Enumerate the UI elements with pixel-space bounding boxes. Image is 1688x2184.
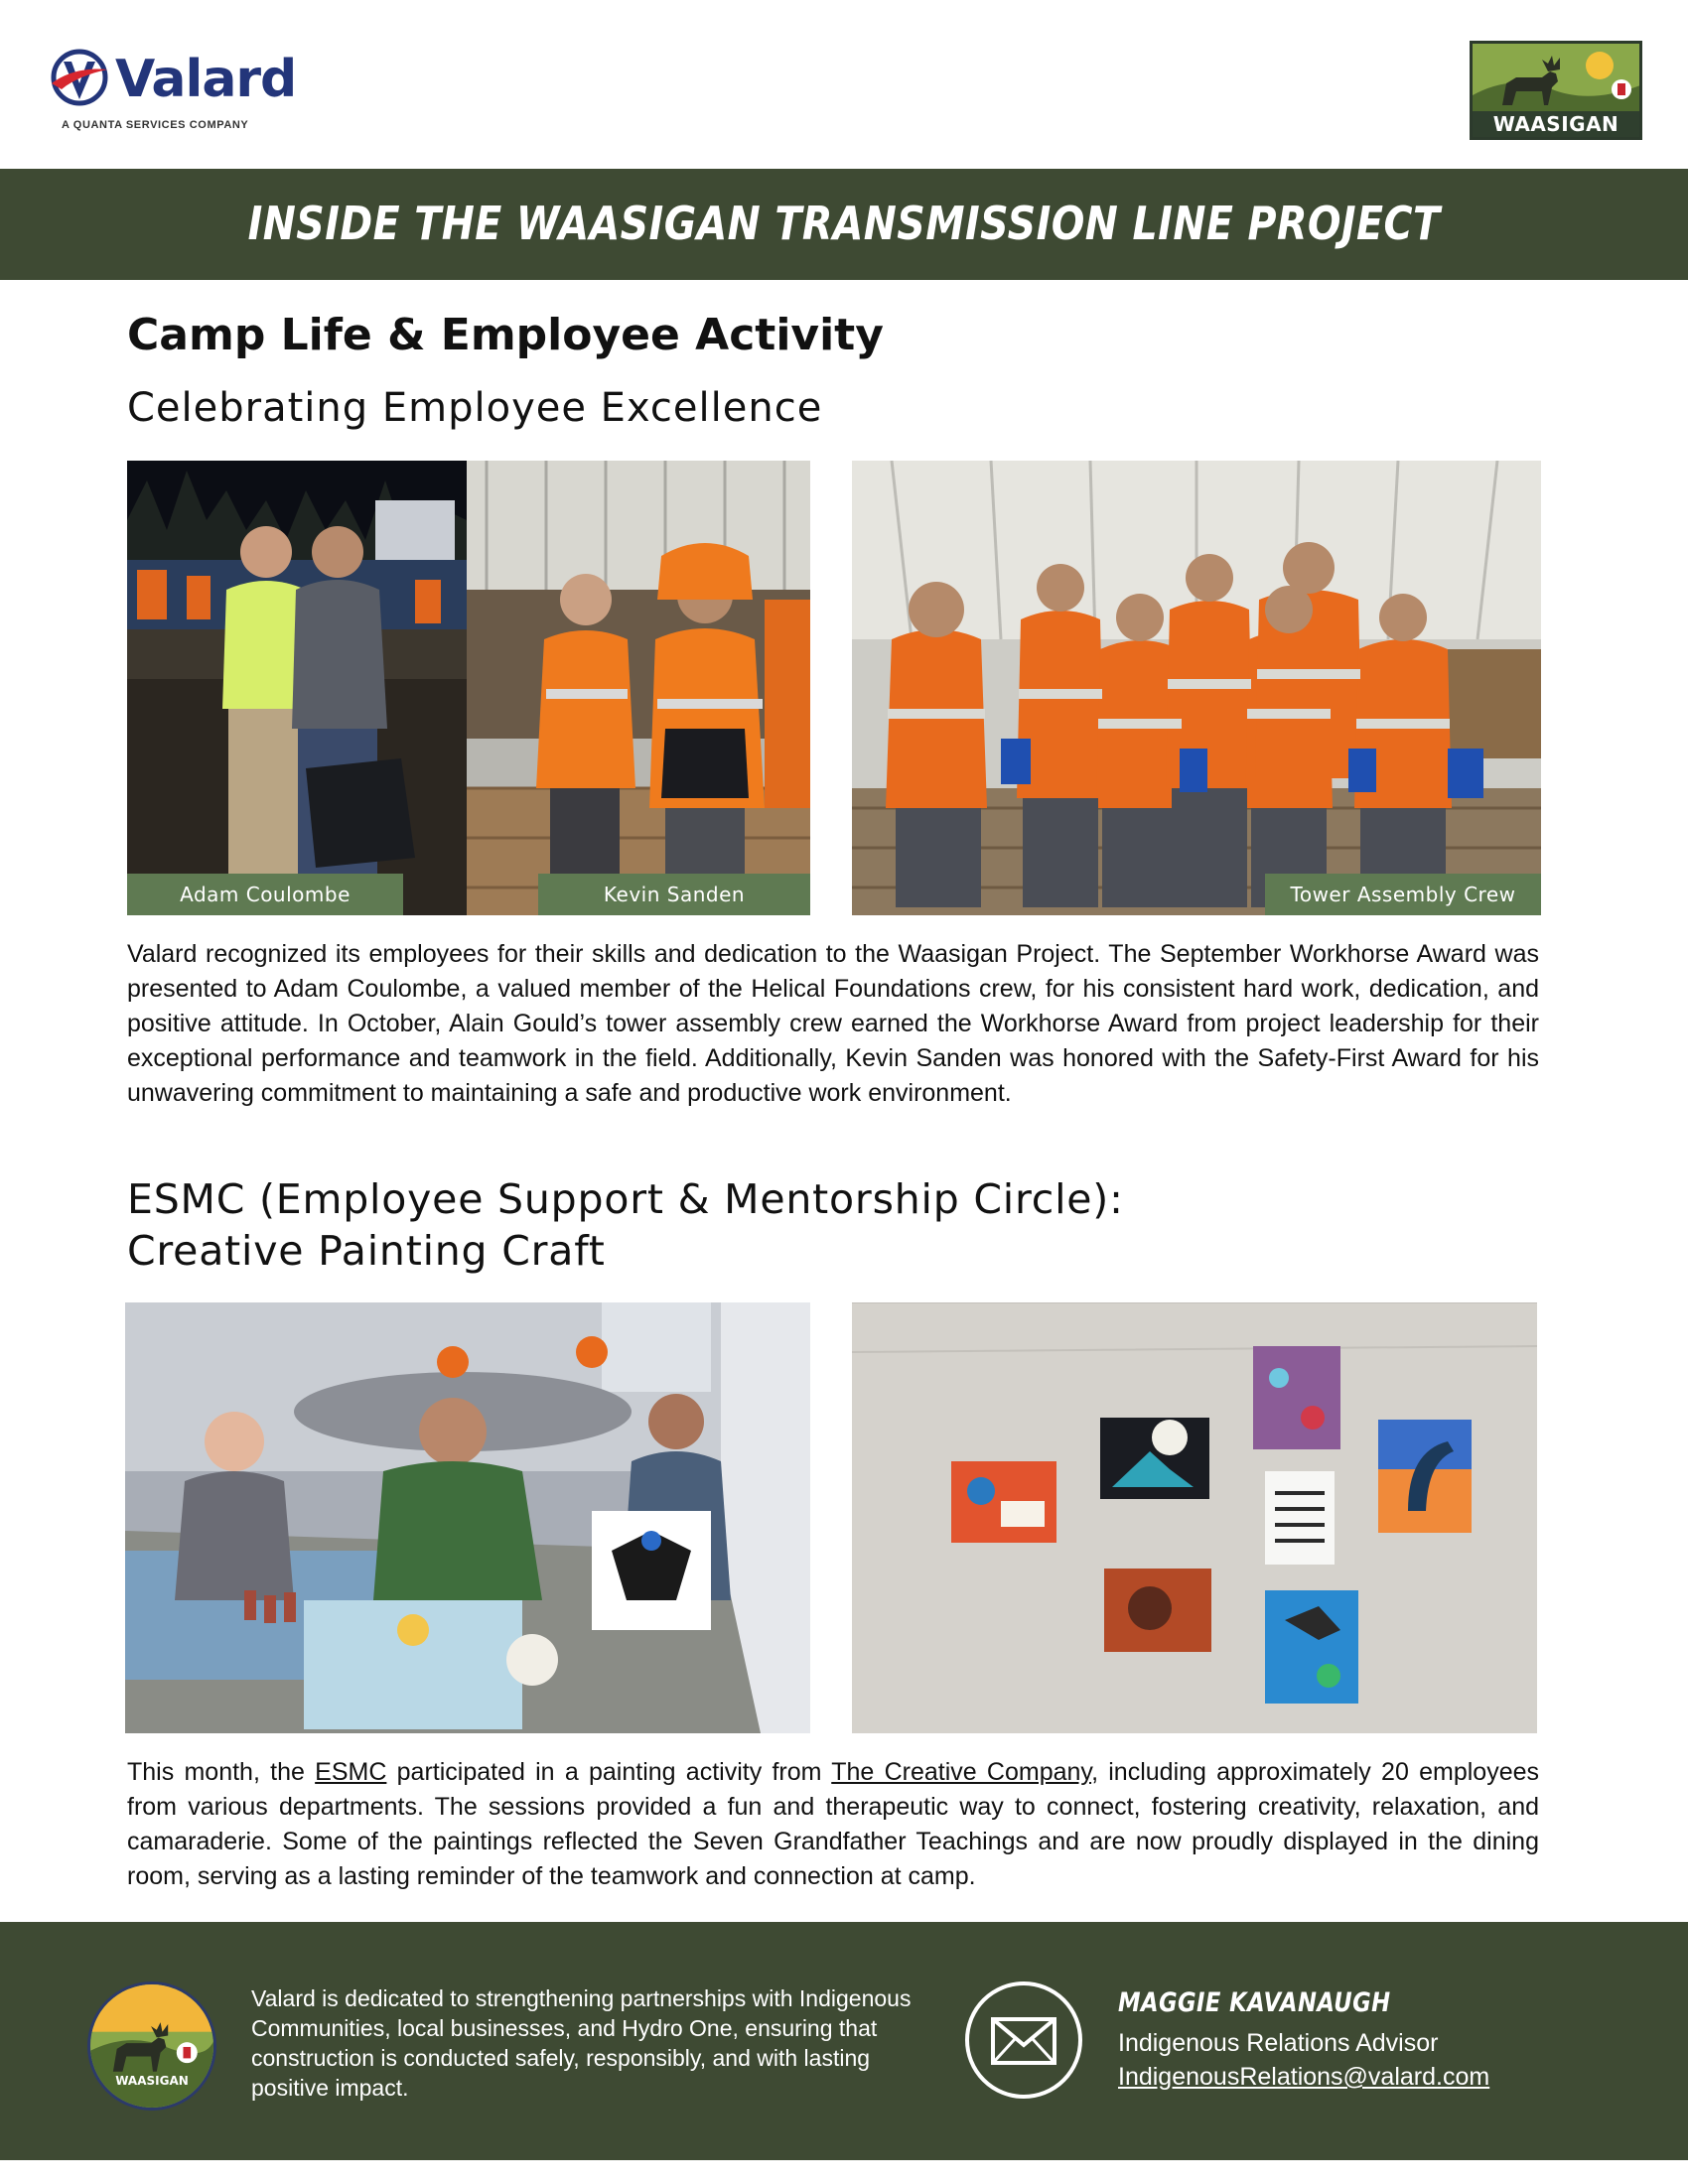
waasigan-footer-logo-label: WAASIGAN (115, 2074, 189, 2088)
email-button[interactable] (965, 1981, 1082, 2099)
section-subtitle-excellence: Celebrating Employee Excellence (127, 385, 823, 431)
waasigan-logo-label: WAASIGAN (1473, 111, 1639, 137)
moose-logo-icon (1473, 44, 1642, 117)
contact-email-link[interactable]: IndigenousRelations@valard.com (1118, 2063, 1490, 2091)
paragraph-esmc-painting (127, 1755, 1539, 1894)
caption-adam-coulombe: Adam Coulombe (127, 874, 403, 915)
valard-tagline: A QUANTA SERVICES COMPANY (62, 119, 249, 131)
section-title-esmc (127, 1173, 1124, 1277)
title-banner (0, 169, 1688, 280)
photo-adam-coulombe (127, 461, 467, 915)
envelope-icon (965, 1981, 1082, 2099)
caption-tower-assembly-crew: Tower Assembly Crew (1265, 874, 1541, 915)
paragraph-employee-awards: Valard recognized its employees for their skills and dedication to the Waasigan Project. The September Workhorse Award was presented to Adam Coulombe, a valued member of the Helical Foundations crew, for his consistent hard work, dedication, and positive attitude. In October, Alain Gould’s tower assembly crew earned the Workhorse Award from project leadership for their exceptional performance and teamwork in the field. Additionally, Kevin Sanden was honored with the Safety-First Award for his unwavering commitment to maintaining a safe and productive work environment. (127, 940, 1539, 1107)
waasigan-logo (1470, 41, 1642, 140)
paragraph-esmc-text-1: This month, the (127, 1758, 316, 1786)
contact-name: MAGGIE KAVANAUGH (1118, 1987, 1391, 2018)
waasigan-footer-logo (87, 1981, 216, 2111)
footer (0, 1922, 1688, 2160)
valard-v-icon (48, 48, 111, 111)
caption-kevin-sanden: Kevin Sanden (538, 874, 810, 915)
photo-kevin-sanden (467, 461, 810, 915)
paragraph-esmc-text-3: , including approximately 20 employees from various departments. The sessions provided a fun and therapeutic way to connect, fostering creativity, relaxation, and camaraderie. Some of the paintings reflected the Seven Grandfather Teachings and are now proudly displayed in the dining room, serving as a lasting reminder of the teamwork and connection at camp. (127, 1758, 1540, 1890)
section-title-esmc-line1: ESMC (Employee Support & Mentorship Circle): (127, 1175, 1124, 1223)
valard-wordmark: Valard (115, 50, 297, 109)
contact-role: Indigenous Relations Advisor (1118, 2029, 1439, 2057)
footer-statement: Valard is dedicated to strengthening partnerships with Indigenous Communities, local businesses, and Hydro One, ensuring that construction is conducted safely, responsibly, and with lasting positive impact. (251, 1985, 912, 2101)
photo-painting-session (125, 1302, 810, 1733)
banner-title: INSIDE THE WAASIGAN TRANSMISSION LINE PROJECT (247, 197, 1441, 250)
section-title-esmc-line2: Creative Painting Craft (127, 1227, 606, 1275)
photo-tower-assembly-crew (852, 461, 1541, 915)
esmc-link[interactable]: ESMC (315, 1758, 387, 1786)
photo-paintings-on-wall (852, 1302, 1537, 1733)
valard-logo (48, 48, 297, 137)
paragraph-esmc-text-2: participated in a painting activity from (386, 1758, 832, 1786)
section-title-camp-life: Camp Life & Employee Activity (127, 310, 884, 360)
creative-company-link[interactable]: The Creative Company (831, 1758, 1092, 1786)
moose-logo-icon (90, 1984, 213, 2108)
